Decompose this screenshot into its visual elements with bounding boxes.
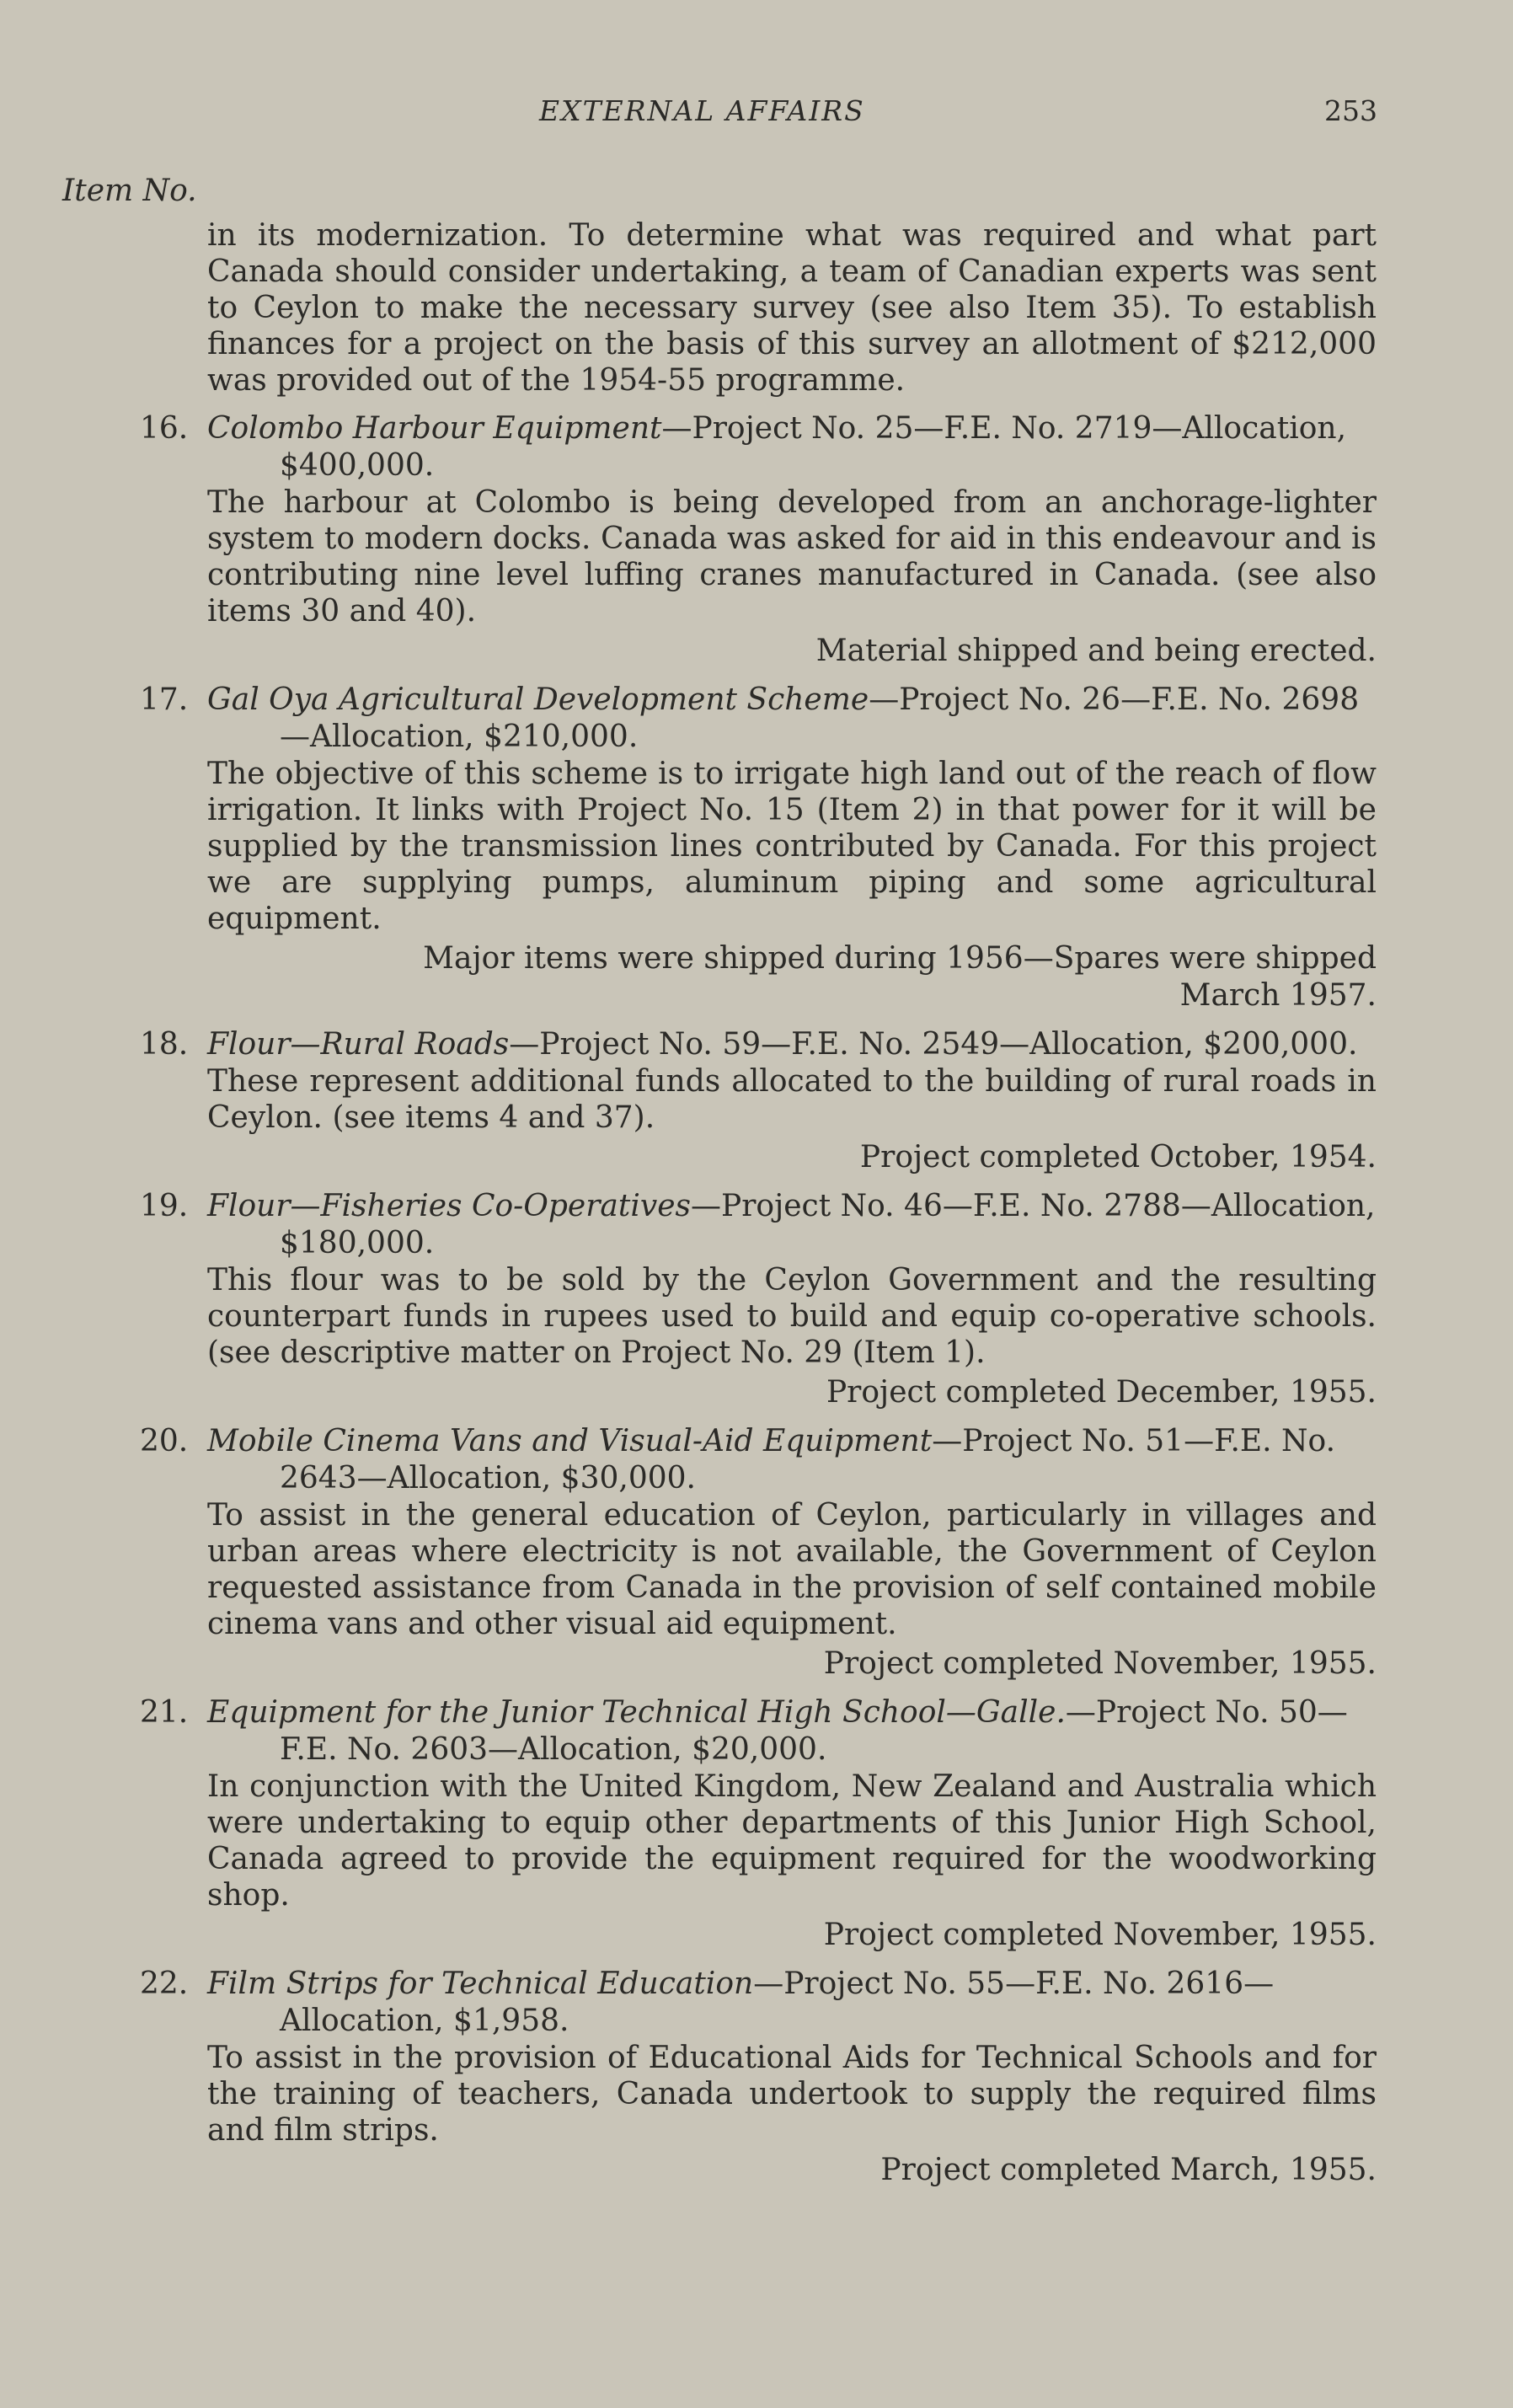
item-title-name: Flour—Rural Roads: [207, 1027, 510, 1062]
item-status: Project completed October, 1954.: [859, 1140, 1377, 1175]
item-title: [207, 682, 1377, 756]
item-status: Project completed November, 1955.: [823, 1646, 1377, 1681]
item-number: 18.: [140, 1027, 189, 1062]
item-details: —Project No. 46—F.E. No. 2788—Allocation, $180,000.: [280, 1189, 1376, 1260]
list-item: [142, 682, 1377, 1014]
item-number: 19.: [140, 1189, 189, 1223]
item-title: [207, 410, 1377, 484]
item-title-name: Film Strips for Technical Education: [207, 1967, 754, 2001]
item-status: Project completed March, 1955.: [880, 2153, 1377, 2187]
item-title-name: Equipment for the Junior Technical High School—Galle.: [207, 1695, 1066, 1730]
item-title-name: Colombo Harbour Equipment: [207, 411, 662, 446]
item-status: Major items were shipped during 1956—Spares were shipped March 1957.: [423, 941, 1377, 1013]
item-title: [207, 1423, 1377, 1497]
item-details: —Project No. 26—F.E. No. 2698—Allocation, $210,000.: [280, 682, 1360, 754]
item-details: —Project No. 55—F.E. No. 2616—Allocation, $1,958.: [280, 1967, 1275, 2038]
item-number: 17.: [140, 682, 189, 717]
item-description: The harbour at Colombo is being developed from an anchorage-lighter system to modern docks. Canada was asked for aid in this endeavour and is contributing nine level luffing cranes manufactured in Canada. (see also items 30 and 40).: [207, 485, 1377, 629]
item-column-label: Item No.: [62, 174, 197, 208]
running-title: EXTERNAL AFFAIRS: [539, 94, 865, 127]
item-title: [207, 1188, 1377, 1262]
page-body: [142, 217, 1377, 2189]
item-status: Project completed November, 1955.: [823, 1918, 1377, 1952]
item-number: 16.: [140, 411, 189, 446]
item-number: 22.: [140, 1967, 189, 2001]
list-item: [142, 1694, 1377, 1954]
item-title-name: Mobile Cinema Vans and Visual-Aid Equipment: [207, 1424, 933, 1458]
item-details: —Project No. 51—F.E. No. 2643—Allocation, $30,000.: [280, 1424, 1336, 1496]
item-number: 20.: [140, 1424, 189, 1458]
item-status: Project completed December, 1955.: [826, 1375, 1377, 1410]
item-description: This flour was to be sold by the Ceylon Government and the resulting counterpart funds in rupees used to build and equip co-operative schools. (see descriptive matter on Project No. 29 (Item 1).: [207, 1263, 1377, 1370]
page-header: [0, 94, 1513, 145]
item-details: —Project No. 50—F.E. No. 2603—Allocation, $20,000.: [280, 1695, 1348, 1767]
item-title: [207, 1026, 1377, 1063]
item-details: —Project No. 59—F.E. No. 2549—Allocation, $200,000.: [509, 1027, 1358, 1062]
item-title-name: Flour—Fisheries Co-Operatives: [207, 1189, 691, 1223]
list-item: [142, 1026, 1377, 1176]
item-description: To assist in the provision of Educational Aids for Technical Schools and for the training of teachers, Canada undertook to supply the required films and film strips.: [207, 2041, 1377, 2148]
item-description: These represent additional funds allocated to the building of rural roads in Ceylon. (see items 4 and 37).: [207, 1064, 1377, 1135]
page-number: 253: [1324, 94, 1377, 127]
intro-paragraph: in its modernization. To determine what was required and what part Canada should consider undertaking, a team of Canadian experts was sent to Ceylon to make the necessary survey (see also Item 35). To establish finances for a project on the basis of this survey an allotment of $212,000 was provided out of the 1954-55 programme.: [207, 218, 1377, 398]
list-item: [142, 1188, 1377, 1411]
item-title: [207, 1694, 1377, 1769]
list-item: [142, 1966, 1377, 2189]
item-title-name: Gal Oya Agricultural Development Scheme: [207, 682, 869, 717]
list-item: [142, 410, 1377, 670]
item-description: In conjunction with the United Kingdom, New Zealand and Australia which were undertaking to equip other departments of this Junior High School, Canada agreed to provide the equipment required for the woodworking shop.: [207, 1769, 1377, 1913]
item-details: —Project No. 25—F.E. No. 2719—Allocation, $400,000.: [280, 411, 1347, 483]
item-description: To assist in the general education of Ceylon, particularly in villages and urban areas where electricity is not available, the Government of Ceylon requested assistance from Canada in the provision of self contained mobile cinema vans and other visual aid equipment.: [207, 1498, 1377, 1641]
item-description: The objective of this scheme is to irrigate high land out of the reach of flow irrigation. It links with Project No. 15 (Item 2) in that power for it will be supplied by the transmission lines contributed by Canada. For this project we are supplying pumps, aluminum piping and some agricultural equipment.: [207, 757, 1377, 936]
item-title: [207, 1966, 1377, 2040]
list-item: [142, 1423, 1377, 1683]
item-status: Material shipped and being erected.: [815, 634, 1377, 668]
item-number: 21.: [140, 1695, 189, 1730]
